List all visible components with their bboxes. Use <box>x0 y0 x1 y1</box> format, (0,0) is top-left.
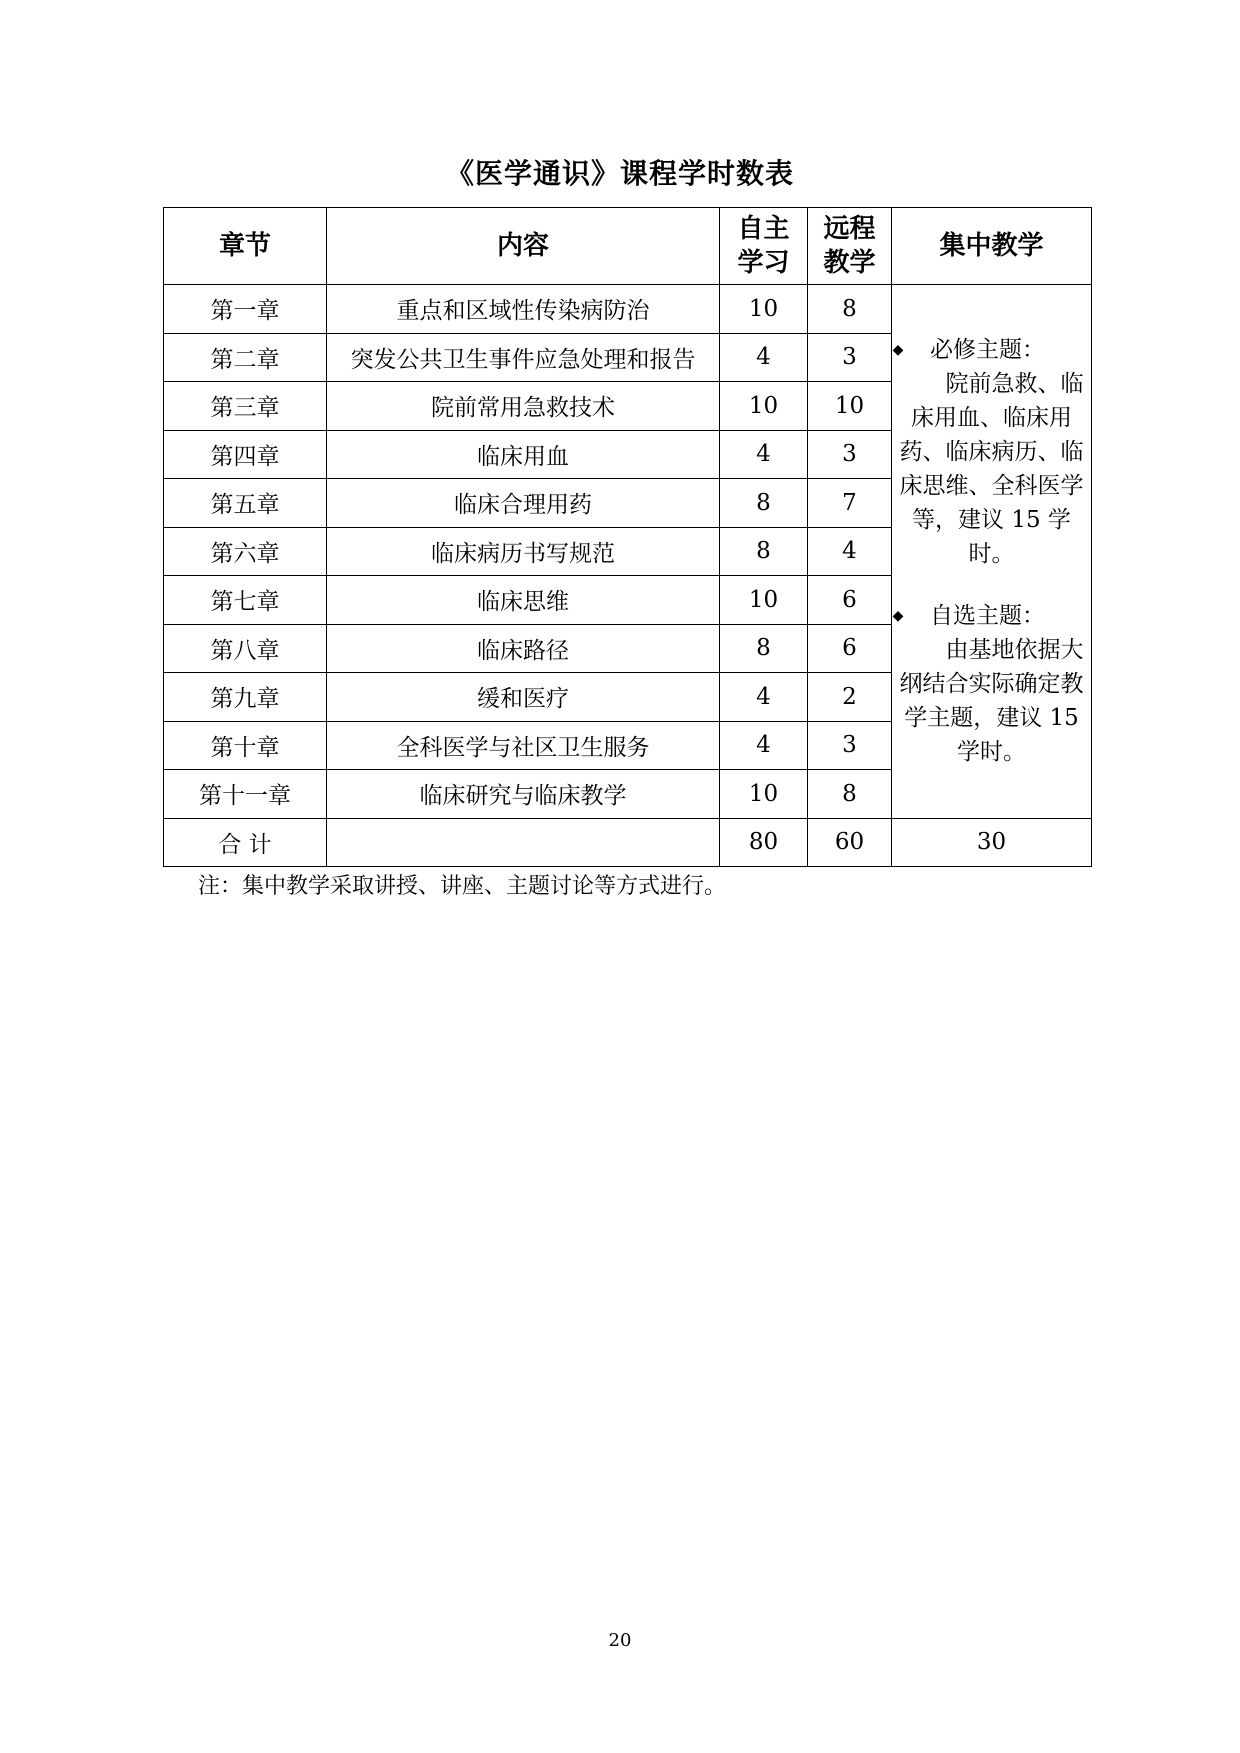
self-study-cell: 10 <box>720 770 808 819</box>
total-self-study: 80 <box>720 818 808 867</box>
header-central: 集中教学 <box>892 208 1092 285</box>
remote-cell: 3 <box>808 721 892 770</box>
remote-cell: 7 <box>808 479 892 528</box>
content-cell: 重点和区域性传染病防治 <box>327 285 720 334</box>
content-cell: 临床合理用药 <box>327 479 720 528</box>
required-topic-heading: ◆ 必修主题： <box>892 333 1091 367</box>
chapter-cell: 第五章 <box>164 479 327 528</box>
total-central: 30 <box>892 818 1092 867</box>
remote-cell: 6 <box>808 624 892 673</box>
remote-cell: 8 <box>808 770 892 819</box>
remote-cell: 10 <box>808 382 892 431</box>
content-cell: 临床用血 <box>327 430 720 479</box>
content-cell: 临床病历书写规范 <box>327 527 720 576</box>
self-study-cell: 4 <box>720 333 808 382</box>
content-cell: 临床思维 <box>327 576 720 625</box>
content-cell: 临床路径 <box>327 624 720 673</box>
chapter-cell: 第二章 <box>164 333 327 382</box>
total-label: 合 计 <box>164 818 327 867</box>
header-self-study: 自主 学习 <box>720 208 808 285</box>
elective-topic-heading: ◆ 自选主题： <box>892 599 1091 633</box>
header-chapter: 章节 <box>164 208 327 285</box>
required-topic-text: 院前急救、临床用血、临床用药、临床病历、临床思维、全科医学等，建议 15 学时。 <box>899 371 1084 568</box>
remote-cell: 3 <box>808 333 892 382</box>
table-footnote: 注：集中教学采取讲授、讲座、主题讨论等方式进行。 <box>198 874 727 899</box>
content-cell: 院前常用急救技术 <box>327 382 720 431</box>
content-cell: 全科医学与社区卫生服务 <box>327 721 720 770</box>
content-cell: 缓和医疗 <box>327 673 720 722</box>
content-cell: 突发公共卫生事件应急处理和报告 <box>327 333 720 382</box>
table-header-row <box>164 208 1092 285</box>
diamond-bullet-icon: ◆ <box>892 342 904 359</box>
total-row <box>164 818 1092 867</box>
total-remote: 60 <box>808 818 892 867</box>
chapter-cell: 第六章 <box>164 527 327 576</box>
course-hours-table <box>163 207 1092 867</box>
diamond-bullet-icon: ◆ <box>892 608 904 625</box>
header-content: 内容 <box>327 208 720 285</box>
page-number: 20 <box>608 1630 632 1651</box>
chapter-cell: 第七章 <box>164 576 327 625</box>
remote-cell: 2 <box>808 673 892 722</box>
total-content <box>327 818 720 867</box>
self-study-cell: 4 <box>720 430 808 479</box>
self-study-cell: 8 <box>720 479 808 528</box>
table-row <box>164 285 1092 334</box>
page-title: 《医学通识》课程学时数表 <box>445 157 794 190</box>
chapter-cell: 第十章 <box>164 721 327 770</box>
self-study-cell: 10 <box>720 382 808 431</box>
chapter-cell: 第三章 <box>164 382 327 431</box>
self-study-cell: 10 <box>720 576 808 625</box>
remote-cell: 4 <box>808 527 892 576</box>
remote-cell: 8 <box>808 285 892 334</box>
header-remote: 远程 教学 <box>808 208 892 285</box>
self-study-cell: 4 <box>720 673 808 722</box>
chapter-cell: 第九章 <box>164 673 327 722</box>
remote-cell: 6 <box>808 576 892 625</box>
elective-topic-text: 由基地依据大纲结合实际确定教学主题，建议 15 学时。 <box>899 637 1084 766</box>
self-study-cell: 10 <box>720 285 808 334</box>
chapter-cell: 第一章 <box>164 285 327 334</box>
chapter-cell: 第四章 <box>164 430 327 479</box>
chapter-cell: 第八章 <box>164 624 327 673</box>
chapter-cell: 第十一章 <box>164 770 327 819</box>
self-study-cell: 8 <box>720 527 808 576</box>
remote-cell: 3 <box>808 430 892 479</box>
self-study-cell: 4 <box>720 721 808 770</box>
content-cell: 临床研究与临床教学 <box>327 770 720 819</box>
self-study-cell: 8 <box>720 624 808 673</box>
central-teaching-cell <box>892 285 1092 819</box>
